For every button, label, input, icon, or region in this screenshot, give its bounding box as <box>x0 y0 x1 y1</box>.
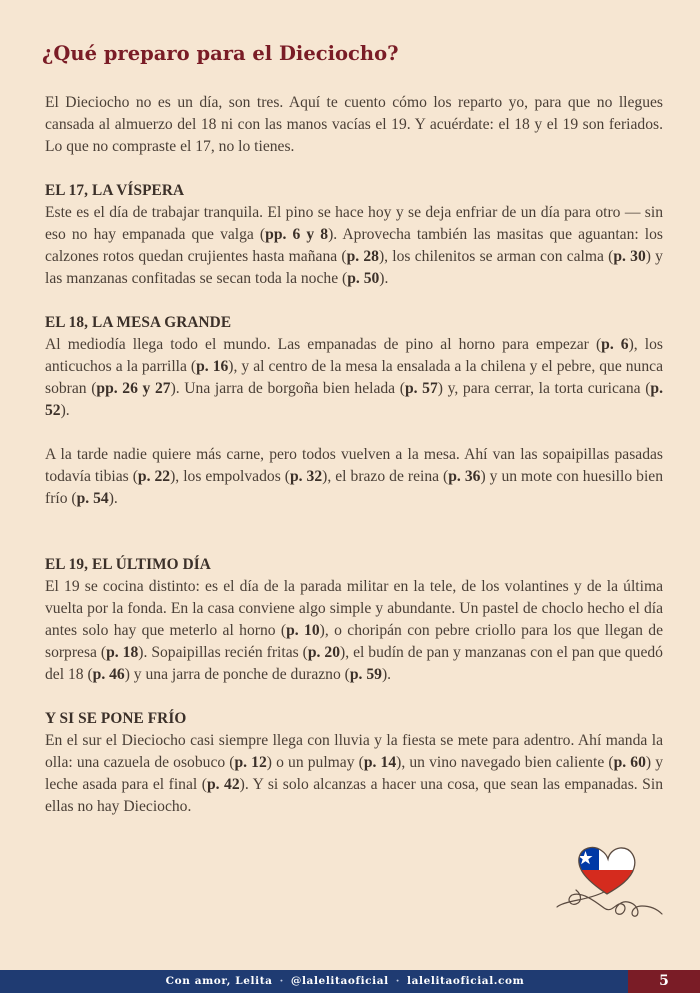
page-reference: p. 50 <box>347 270 380 287</box>
section-paragraph: Este es el día de trabajar tranquila. El pino se hace hoy y se deja enfriar de un día para otro — sin eso no hay empanada que valga (pp. 6 y 8). Aprovecha también las masitas que aguantan: los calzones rotos quedan crujientes hasta mañana (p. 28), los chilenitos se arman con calma (p. 30) y las manzanas confitadas se secan toda la noche (p. 50). <box>45 204 663 287</box>
page-reference: pp. 26 y 27 <box>96 380 171 397</box>
section-ultimo-dia <box>45 554 663 686</box>
footer-signature: Con amor, Lelita <box>165 975 273 987</box>
page-reference: p. 46 <box>92 666 125 683</box>
footer-credits <box>0 970 690 993</box>
spacer <box>45 510 663 554</box>
page-reference: p. 28 <box>346 248 379 265</box>
spacer <box>45 422 663 444</box>
page-reference: p. 52 <box>45 380 663 419</box>
spacer <box>45 686 663 708</box>
page-reference: p. 16 <box>196 358 229 375</box>
page-reference: p. 18 <box>106 644 139 661</box>
page-reference: p. 20 <box>307 644 341 661</box>
section-vispera <box>45 180 663 290</box>
footer-bar <box>0 970 628 993</box>
page-reference: p. 14 <box>363 754 397 771</box>
footer-website: lalelitaoficial.com <box>407 975 525 987</box>
section-heading: Y SI SE PONE FRÍO <box>45 710 187 727</box>
intro-paragraph: El Dieciocho no es un día, son tres. Aquí te cuento cómo los reparto yo, para que no llegues cansada al almuerzo del 18 ni con las manos vacías el 19. Y acuérdate: el 18 y el 19 son feriados. Lo que no compraste el 17, no lo tienes. <box>45 94 663 155</box>
section-heading: EL 18, LA MESA GRANDE <box>45 314 232 331</box>
page-reference: p. 6 <box>601 336 629 353</box>
section-frio <box>45 708 663 818</box>
page-reference: p. 59 <box>349 666 382 683</box>
section-paragraph: Al mediodía llega todo el mundo. Las empanadas de pino al horno para empezar (p. 6), los anticuchos a la parrilla (p. 16), y al centro de la mesa la ensalada a la chilena y el pebre, que nunca sobran (pp. 26 y 27). Una jarra de borgoña bien helada (p. 57) y, para cerrar, la torta curicana (p. 52). <box>45 336 663 419</box>
spacer <box>45 290 663 312</box>
article-body <box>45 92 663 818</box>
section-heading: EL 17, LA VÍSPERA <box>45 182 185 199</box>
footer-social-handle: @lalelitaoficial <box>290 975 389 987</box>
page-reference: p. 42 <box>206 776 240 793</box>
page-reference: p. 30 <box>613 248 646 265</box>
page-reference: p. 32 <box>289 468 323 485</box>
section-paragraph: En el sur el Dieciocho casi siempre llega con lluvia y la fiesta se mete para adentro. Ahí manda la olla: una cazuela de osobuco (p. 12) o un pulmay (p. 14), un vino navegado bien caliente (p. 60) y leche asada para el final (p. 42). Y si solo alcanzas a hacer una cosa, que sean las empanadas. Sin ellas no hay Dieciocho. <box>45 732 663 815</box>
section-paragraph: El 19 se cocina distinto: es el día de la parada militar en la tele, de los volantines y de la última vuelta por la fonda. En la casa conviene algo simple y abundante. Un pastel de choclo hecho el día antes solo hay que meterlo al horno (p. 10), o choripán con pebre criollo para los que llegan de sorpresa (p. 18). Sopaipillas recién fritas (p. 20), el budín de pan y manzanas con el pan que quedó del 18 (p. 46) y una jarra de ponche de durazno (p. 59). <box>45 578 663 683</box>
section-mesa-grande <box>45 312 663 510</box>
footer-separator: · <box>279 975 284 987</box>
page-reference: p. 54 <box>76 490 109 507</box>
page-reference: pp. 6 y 8 <box>265 226 329 243</box>
page-reference: p. 12 <box>234 754 267 771</box>
page-title: ¿Qué preparo para el Dieciocho? <box>42 42 399 65</box>
section-paragraph: A la tarde nadie quiere más carne, pero todos vuelven a la mesa. Ahí van las sopaipillas pasadas todavía tibias (p. 22), los empolvados (p. 32), el brazo de reina (p. 36) y un mote con huesillo bien frío (p. 54). <box>45 446 663 507</box>
page-reference: p. 60 <box>613 754 646 771</box>
page-number: 5 <box>628 970 700 993</box>
page-reference: p. 22 <box>137 468 171 485</box>
chilean-flag-heart-icon <box>552 838 670 924</box>
page-reference: p. 36 <box>448 468 481 485</box>
footer-separator: · <box>395 975 401 987</box>
page-reference: p. 10 <box>286 622 320 639</box>
section-heading: EL 19, EL ÚLTIMO DÍA <box>45 556 211 573</box>
spacer <box>45 158 663 180</box>
page-reference: p. 57 <box>404 380 438 397</box>
